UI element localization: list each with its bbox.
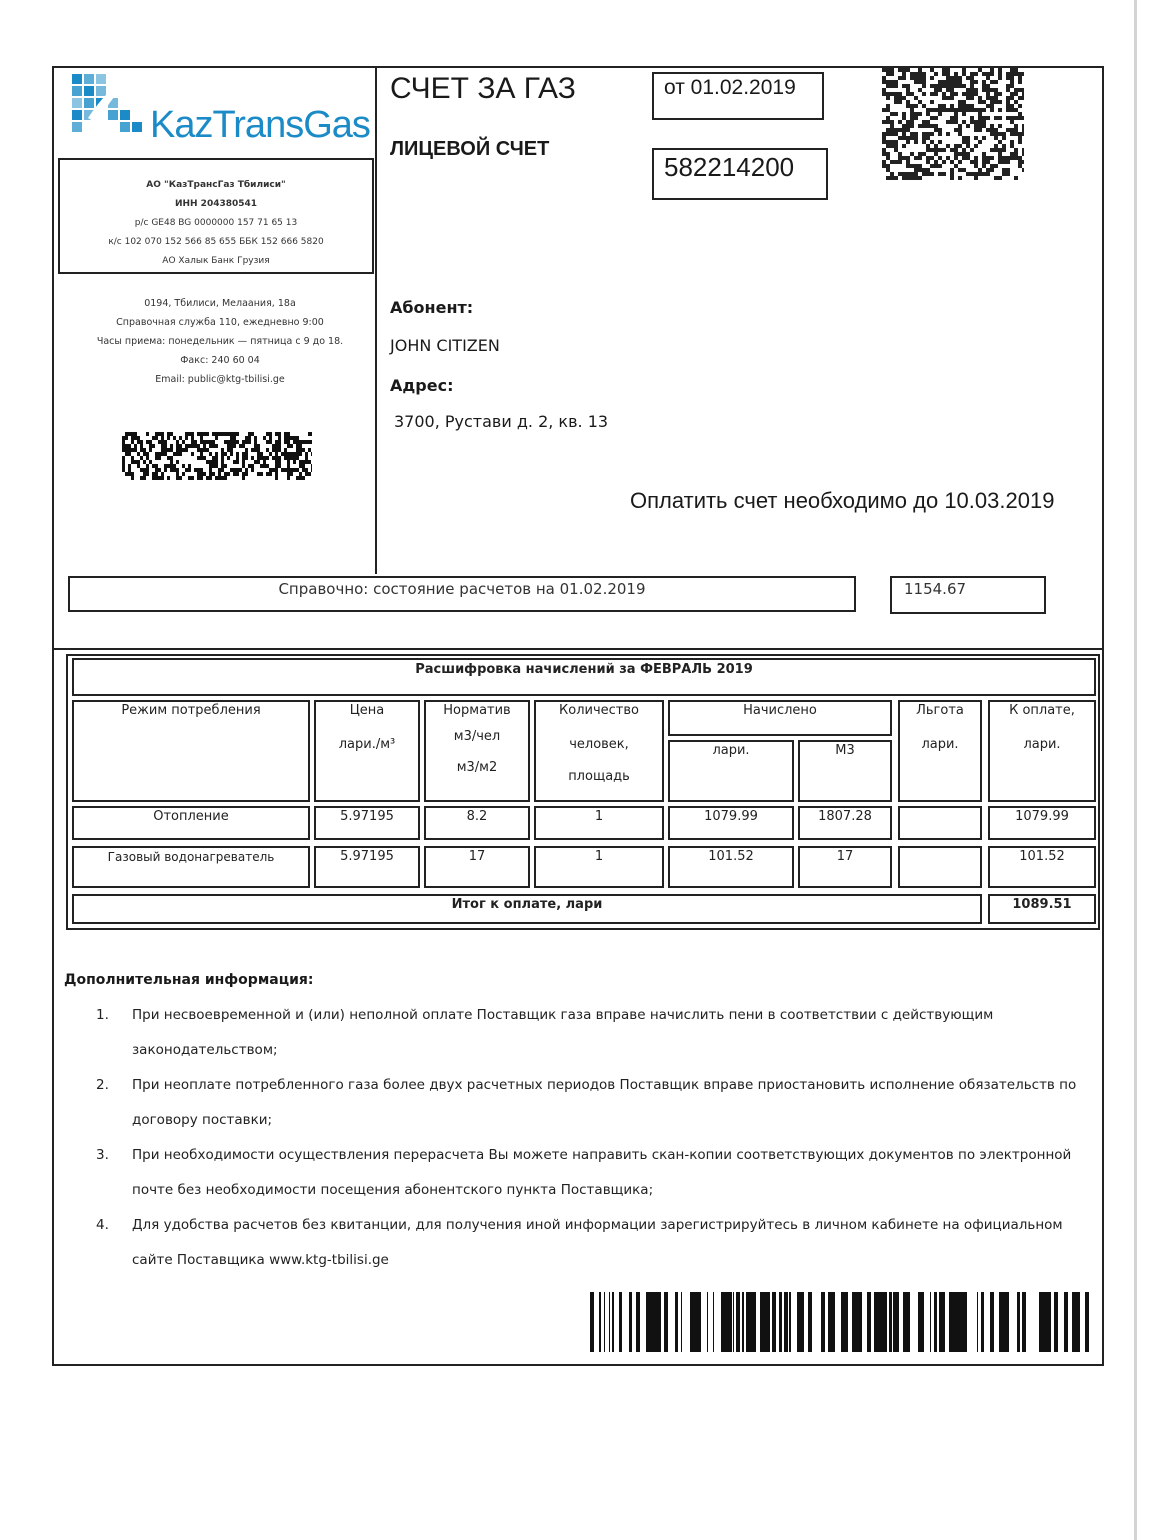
header-topay-1: К оплате, [1009,703,1075,718]
page-edge [1134,0,1137,1540]
bank-line: АО "КазТрансГаз Тбилиси" [146,180,286,190]
row-1-lari: 1079.99 [668,806,794,840]
info-item-number: 1. [96,1007,109,1023]
header-accrued: Начислено [668,700,892,736]
header-qty-3: площадь [568,769,630,784]
header-qty-2: человек, [569,737,629,752]
account-label: ЛИЦЕВОЙ СЧЕТ [390,138,550,160]
header-mode [72,700,310,802]
account-number: 582214200 [652,148,828,200]
info-item [96,998,1096,1068]
header-accrued-m3: М3 [798,740,892,802]
logo-mark-icon [70,70,150,142]
bank-line: к/с 102 070 152 566 85 655 ББК 152 666 5820 [108,237,324,247]
row-2-lari: 101.52 [668,846,794,888]
header-topay [988,700,1096,802]
bank-line: ИНН 204380541 [174,199,258,209]
row-1-topay: 1079.99 [988,806,1096,840]
header-qty-1: Количество [559,703,639,718]
row-1-mode: Отопление [72,806,310,840]
info-item-number: 3. [96,1147,109,1163]
info-item-text: При необходимости осуществления перерасчета Вы можете направить скан-копии соответствующих документов по электронной почте без необходимости посещения абонентского пункта Поставщика; [132,1147,1072,1198]
header-qty [534,700,664,802]
bill-title: СЧЕТ ЗА ГАЗ [390,72,576,105]
total-value: 1089.51 [988,894,1096,924]
row-2-mode: Газовый водонагреватель [72,846,310,888]
row-2-qty: 1 [534,846,664,888]
row-1-benefit [898,806,982,840]
header-benefit-1: Льгота [916,703,964,718]
info-item [96,1208,1096,1278]
subscriber-name: JOHN CITIZEN [390,336,500,355]
info-item [96,1138,1096,1208]
header-price-2: лари./м³ [338,737,396,752]
contact-line: 0194, Тбилиси, Мелаания, 18а [144,298,296,309]
reference-amount: 1154.67 [890,576,1046,614]
header-norm [424,700,530,802]
horizontal-divider [52,648,1104,650]
reference-status: Справочно: состояние расчетов на 01.02.2019 [68,576,856,612]
contact-line: Справочная служба 110, ежедневно 9:00 [116,317,324,328]
info-item-text: Для удобства расчетов без квитанции, для получения иной информации зарегистрируйтесь в личном кабинете на официальном сайте Поставщика www.ktg-tbilisi.ge [132,1217,1063,1268]
row-2-norm: 17 [424,846,530,888]
row-2-benefit [898,846,982,888]
barcode-small [122,432,312,480]
address-value: 3700, Рустави д. 2, кв. 13 [394,412,609,431]
breakdown-title: Расшифровка начислений за ФЕВРАЛЬ 2019 [72,658,1096,696]
row-1-qty: 1 [534,806,664,840]
contact-line: Email: public@ktg-tbilisi.ge [155,374,285,385]
pay-by-notice: Оплатить счет необходимо до 10.03.2019 [630,488,1055,513]
contact-line: Часы приема: понедельник — пятница с 9 до 18. [96,336,344,347]
row-2-topay: 101.52 [988,846,1096,888]
row-1-price: 5.97195 [314,806,420,840]
header-accrued-lari: лари. [668,740,794,802]
row-1-norm: 8.2 [424,806,530,840]
logo-text: KazTransGas [150,104,370,146]
header-norm-3: м3/м2 [456,760,498,775]
header-benefit-2: лари. [921,737,959,752]
header-price-1: Цена [349,703,385,718]
total-label: Итог к оплате, лари [72,894,982,924]
header-norm-1: Норматив [443,703,511,718]
info-title: Дополнительная информация: [64,972,314,988]
header-price [314,700,420,802]
header-topay-2: лари. [1023,737,1061,752]
barcode-large [590,1292,1090,1352]
bill-date: от 01.02.2019 [652,72,824,120]
row-2-m3: 17 [798,846,892,888]
header-benefit [898,700,982,802]
contact-details [64,294,376,389]
subscriber-label: Абонент: [390,298,474,317]
bank-line: АО Халык Банк Грузия [162,256,270,266]
address-label: Адрес: [390,376,454,395]
row-1-m3: 1807.28 [798,806,892,840]
info-item-number: 2. [96,1077,109,1093]
info-item-text: При неоплате потребленного газа более двух расчетных периодов Поставщик вправе приостановить исполнение обязательств по договору поставки; [132,1077,1077,1128]
bank-line: р/с GE48 BG 0000000 157 71 65 13 [134,218,298,228]
row-2-price: 5.97195 [314,846,420,888]
bank-details [58,158,374,274]
qr-code [882,68,1024,180]
contact-line: Факс: 240 60 04 [180,355,260,366]
header-mode-text: Режим потребления [121,703,261,718]
info-item [96,1068,1096,1138]
info-item-text: При несвоевременной и (или) неполной оплате Поставщик газа вправе начислить пени в соответствии с действующим законодательством; [132,1007,994,1058]
info-item-number: 4. [96,1217,109,1233]
header-norm-2: м3/чел [453,729,501,744]
